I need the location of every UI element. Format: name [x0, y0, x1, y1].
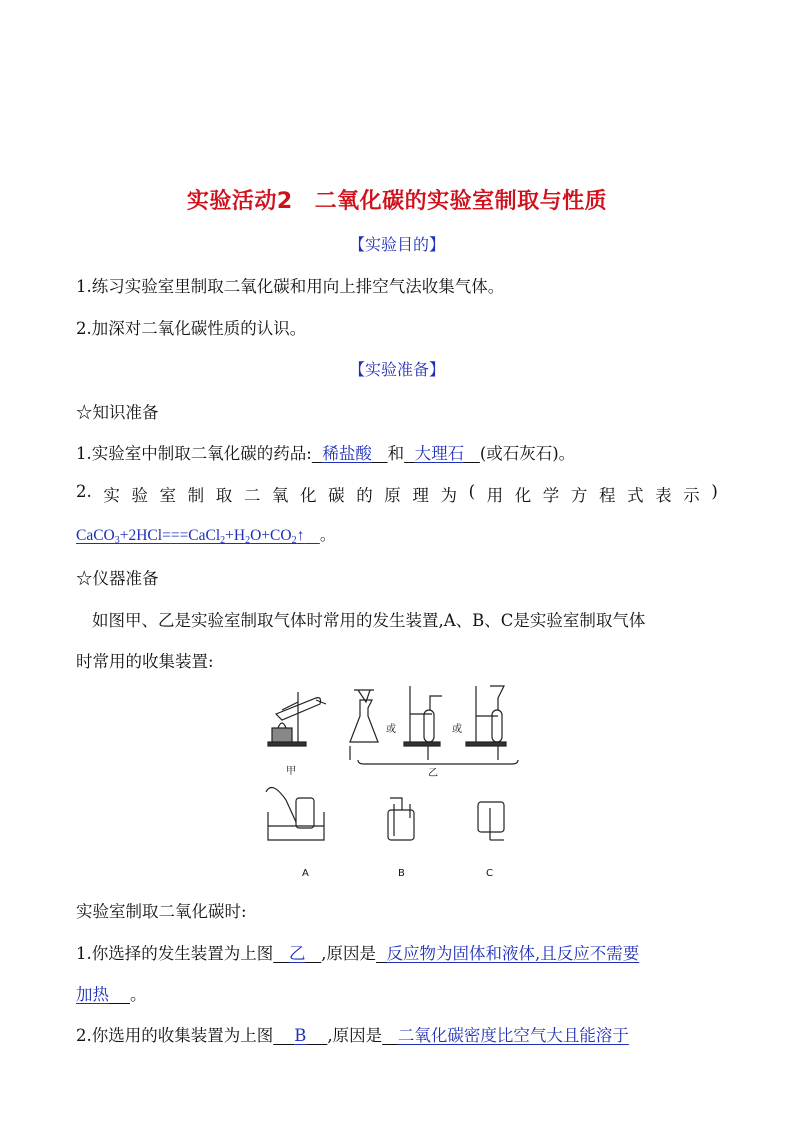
- apparatus-yi-flask: [350, 690, 378, 760]
- title-part2: 二氧化碳的实验室制取与性质: [314, 189, 608, 214]
- intro-line-1: 如图甲、乙是实验室制取气体时常用的发生装置,A、B、C是实验室制取气体: [92, 611, 646, 630]
- purpose-item-1: 1.练习实验室里制取二氧化碳和用向上排空气法收集气体。: [76, 277, 505, 296]
- label-huo-1: 或: [386, 724, 396, 735]
- page-title: [0, 184, 794, 215]
- t1-reason-cont: 加热: [76, 985, 109, 1004]
- label-c: C: [486, 868, 493, 879]
- q1-prefix: 1.实验室中制取二氧化碳的药品:: [76, 444, 312, 463]
- intro-line-2: 时常用的收集装置:: [76, 652, 214, 671]
- section-heading-prep: 【实验准备】: [348, 360, 445, 379]
- label-b: B: [398, 868, 405, 879]
- purpose-item-2: 2.加深对二氧化碳性质的认识。: [76, 319, 307, 338]
- yi-bracket: [358, 760, 518, 764]
- knowledge-heading: ☆知识准备: [76, 403, 159, 422]
- apparatus-yi-dropping: [466, 686, 506, 760]
- t2-reason: 二氧化碳密度比空气大且能溶于: [397, 1026, 629, 1045]
- question-1: [76, 440, 575, 464]
- label-huo-2: 或: [452, 724, 462, 735]
- q1-answer-1: 稀盐酸: [322, 444, 372, 463]
- t1-answer: 乙: [289, 944, 306, 963]
- apparatus-yi-tube: [404, 686, 442, 760]
- instrument-heading: ☆仪器准备: [76, 569, 159, 588]
- q1-mid: 和: [387, 444, 405, 463]
- title-part1: 实验活动2: [186, 189, 293, 214]
- task-intro: 实验室制取二氧化碳时:: [76, 902, 247, 921]
- apparatus-jia: [268, 692, 326, 746]
- t2-answer: B: [294, 1026, 307, 1045]
- collector-c: [478, 802, 504, 840]
- t1-reason: 反应物为固体和液体,且反应不需要: [386, 944, 640, 963]
- collector-a: [266, 788, 324, 841]
- apparatus-figure: [262, 680, 542, 880]
- label-a: A: [302, 868, 309, 879]
- equation-answer: $CaCO_3+2HCl===CaCl_2+H_2O+CO_2↑$ 。: [76, 527, 336, 546]
- task-2-line-1: 2.你选用的收集装置为上图 B ,原因是 二氧化碳密度比空气大且能溶于: [76, 1026, 629, 1045]
- label-yi: 乙: [428, 768, 438, 779]
- q1-suffix: (或石灰石)。: [479, 444, 576, 463]
- label-jia: 甲: [286, 766, 296, 777]
- task-1-line-1: 1.你选择的发生装置为上图 乙 ,原因是 反应物为固体和液体,且反应不需要: [76, 944, 640, 963]
- q1-answer-2: 大理石: [414, 444, 465, 463]
- task-1-line-2: 加热 。: [76, 985, 147, 1004]
- question-2: 2. 实 验 室 制 取 二 氧 化 碳 的 原 理 为 ( 用 化 学 方 程 式 表 示 ): [76, 482, 718, 505]
- collector-b: [388, 798, 414, 840]
- section-heading-purpose: 【实验目的】: [348, 235, 445, 254]
